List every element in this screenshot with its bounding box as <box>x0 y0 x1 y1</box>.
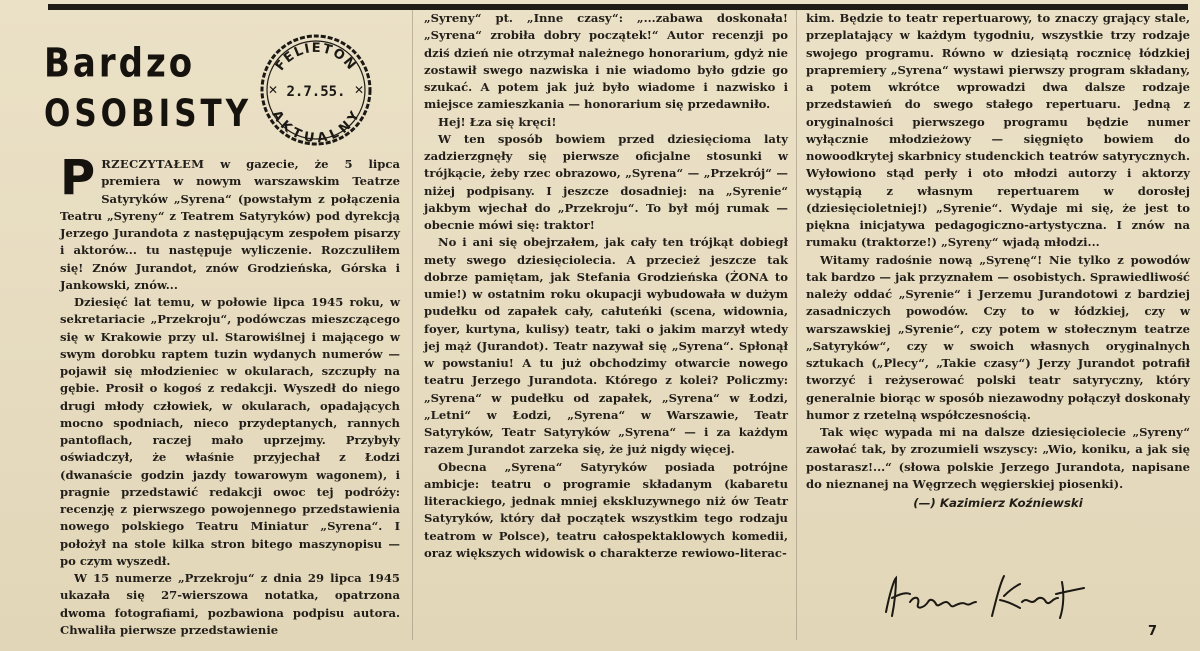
paragraph: Tak więc wypada mi na dalsze dziesięciolecie „Syreny“ zawołać tak, by zrozumieli wszyscy: „Wio, koniku, a jak się postarasz!...“ (słowa polskie Jerzego Jurandota, napisane do nieznanej na Węgrzech węgierskiej piosenki). <box>806 425 1190 491</box>
stamp-date: 2.7.55. <box>286 84 346 100</box>
handwritten-signature <box>880 572 1090 622</box>
paragraph: kim. Będzie to teatr repertuarowy, to znaczy grający stale, przeplatający w każdym tygodniu, wszystkie trzy rodzaje swojego programu. Równo w dziesiątą rocznicę łódzkiej prapremiery „Syrena“ wystawi pierwszy program składany, a potem wkrótce wprowadzi dwa dalsze rodzaje przedstawień do swego stałego repertuaru. Jedną z oryginalności pierwszego programu będzie numer wyłącznie młodzieżowy — sięgnięto bowiem do nowoodkrytej skarbnicy studenckich teatrów satyrycznych. Wyłowiono stąd perły i oto młodzi autorzy i aktorzy wystąpią z własnym repertuarem w dorosłej (dziesięcioletniej!) „Syrenie“. Wydaje mi się, że jest to piękna inicjatywa pedagogiczno-artystyczna. I znów na rumaku (traktorze!) „Syreny“ wjadą młodzi... <box>806 11 1190 250</box>
paragraph: W ten sposób bowiem przed dziesięcioma laty zadzierzgnęły się pierwsze oficjalne stosunki w trójkącie, żeby rzec obrazowo, „Syrena“ — „Przekrój“ — niżej podpisany. I jeszcze dosadniej: na „Syrenie“ jakbym wjechał do „Przekroju“. To był mój rumak — obecnie mówi się: traktor! <box>424 131 788 232</box>
paragraph: W 15 numerze „Przekroju“ z dnia 29 lipca 1945 ukazała się 27-wierszowa notatka, opatrzona dwoma fotografiami, pozbawiona podpisu autora. Chwaliła pierwsze przedstawienie <box>60 571 400 637</box>
paragraph: Hej! Łza się kręci! <box>438 114 557 129</box>
headline-line-1: Bardzo <box>44 40 196 88</box>
column-1 <box>60 150 400 639</box>
paragraph: Dziesięć lat temu, w połowie lipca 1945 roku, w sekretariacie „Przekroju“, podówczas mieszczącego się w Krakowie przy ul. Starowiślnej i mającego w swym dorobku raptem tuzin wydanych numerów — pojawił się młodzieniec w okularach, szczupły na gębie. Prosił o kogoś z redakcji. Wyszedł do niego drugi młody człowiek, w okularach, opadających mocno spodniach, nieco przydeptanych, rannych pantoflach, raczej mało uprzejmy. Przybyły oświadczył, że właśnie przyjechał z Łodzi (dwanaście godzin jazdy towarowym wagonem), i pragnie przedstawić redakcji owoc tej podróży: recenzję z pierwszego powojennego przedstawienia nowego polskiego Teatru Miniatur „Syrena“. I położył na stole kilka stron bitego maszynopisu — po czym wyszedł. <box>60 295 400 568</box>
signature-graphic <box>880 572 1090 622</box>
drop-cap: P <box>60 150 96 206</box>
headline <box>44 40 253 136</box>
svg-text:AKTUALNY <box>268 108 363 146</box>
page-number: 7 <box>1148 624 1158 639</box>
paragraph: Obecna „Syrena“ Satyryków posiada potrójne ambicje: teatru o programie składanym (kabaretu literackiego, jednak mniej ekskluzywnego niż ów Teatr Satyryków, który dał początek wszystkim tego rodzaju teatrom w Polsce), teatru całospektaklowych komedii, oraz większych widowisk o charakterze rewiowo-literac- <box>424 459 788 560</box>
paragraph: No i ani się obejrzałem, jak cały ten trójkąt dobiegł mety swego dziesięciolecia. A przecież jeszcze tak dobrze pamiętam, jak Stefania Grodzieńska (ŻONA to umie!) w ostatnim roku okupacji wybudowała w dużym pudełku od zapałek cały, całuteńki (scena, widownia, foyer, kurtyna, kulisy) teatr, taki o jakim marzył wtedy jej mąż (Jurandot). Teatr nazywał się „Syrena“. Spłonął w powstaniu! A tu już obchodzimy otwarcie nowego teatru Jerzego Jurandota. Którego z kolei? Policzmy: „Syrena“ w pudełku od zapałek, „Syrena“ w Łodzi, „Letni“ w Łodzi, „Syrena“ w Warszawie, Teatr Satyryków, Teatr Satyryków „Syrena“ — i za każdym razem Jurandot zarzeka się, że już nigdy więcej. <box>424 235 788 457</box>
column-rule-2 <box>796 10 797 640</box>
stamp-graphic <box>258 32 374 148</box>
paragraph: Witamy radośnie nową „Syrenę“! Nie tylko z powodów tak bardzo — jak przyznałem — osobistych. Sprawiedliwość należy oddać „Syrenie“ i Jerzemu Jurandotowi z bardziej zasadniczych powodów. Czy to w łódzkiej, czy w warszawskiej „Syrenie“, czy potem w stołecznym teatrze „Satyryków“, czy w swoich własnych oryginalnych sztukach („Plecy“, „Takie czasy“) Jerzy Jurandot potrafił tworzyć i reżyserować polski teatr satyryczny, który generalnie biorąc w sposób niezawodny połączył doskonały humor z rzetelną współczesnością. <box>806 252 1190 422</box>
svg-text:✕: ✕ <box>268 83 279 97</box>
svg-text:✕: ✕ <box>354 83 365 97</box>
paragraph <box>60 150 400 294</box>
paragraph-text: w gazecie, że 5 lipca premiera w nowym warszawskim Teatrze Satyryków „Syrena“ (powstałym z połączenia Teatru „Syreny“ z Teatrem Satyryków) pod dyrekcją Jerzego Jurandota z następującym zespołem pisarzy i aktorów... tu następuje wyliczenie. Rozczuliłem się! Znów Jurandot, znów Grodzieńska, Górska i Jankowski, znów... <box>60 157 400 292</box>
column-3 <box>806 10 1190 512</box>
paragraph: „Syreny“ pt. „Inne czasy“: „...zabawa doskonała! „Syrena“ zrobiła dobry początek!“ Autor recenzji po dziś dzień nie otrzymał należnego honorarium, gdyż nie zostawił swego nazwiska i nie wiadomo było gdzie go szukać. A potem jak już było wiadome i nazwisko i miejsce zamieszkania — honorarium się przedawniło. <box>424 11 788 112</box>
column-2 <box>424 10 788 562</box>
feuilleton-stamp <box>258 32 374 148</box>
author-byline: (—) Kazimierz Koźniewski <box>913 496 1083 510</box>
headline-line-2: OSOBISTY <box>44 92 253 136</box>
stamp-text-bottom: AKTUALNY <box>268 107 364 147</box>
stamp-text-top: FELIETON <box>272 40 360 74</box>
lead-word: RZECZYTAŁEM <box>101 157 205 171</box>
column-rule-1 <box>412 10 413 640</box>
